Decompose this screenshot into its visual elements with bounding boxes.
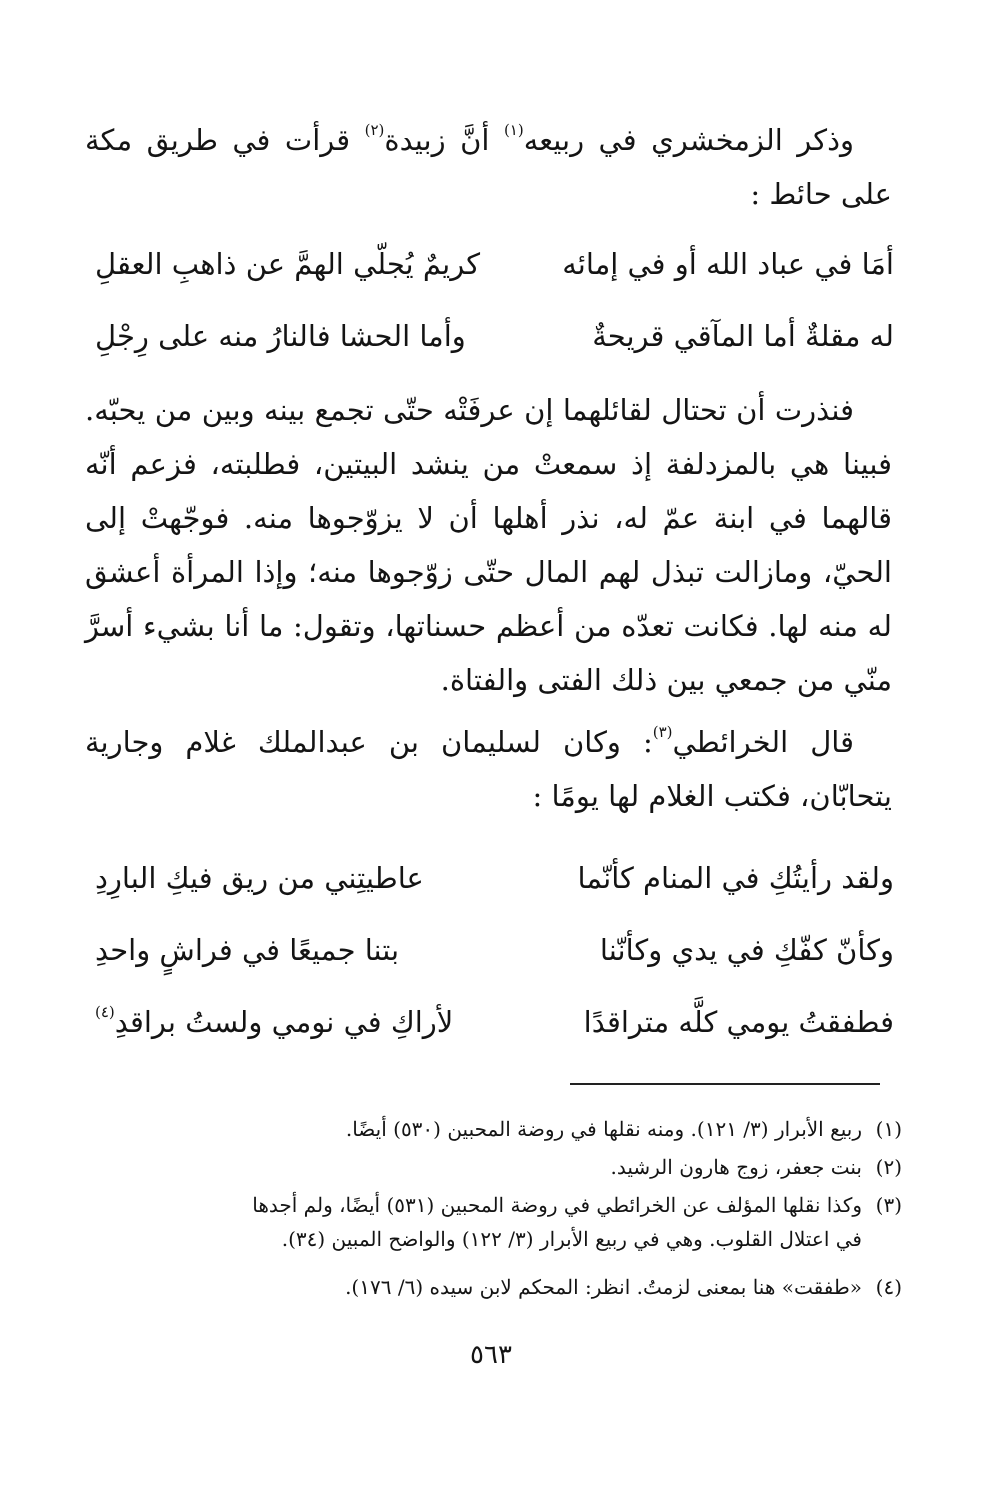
footnote-number: (٣): [875, 1193, 902, 1217]
page-number: ٥٦٣: [470, 1340, 512, 1370]
text: أنَّ زبيدة: [384, 123, 504, 157]
footnote-ref-1[interactable]: (١): [503, 121, 524, 139]
footnote-3: [80, 1188, 902, 1256]
paragraph-zamakhshari: [85, 113, 892, 221]
text: لأراكِ في نومي ولستُ براقدِ: [114, 1005, 454, 1039]
footnote-text-continued: في اعتلال القلوب. وهي في ربيع الأبرار (٣/ ١٢٢) والواضح المبين (٣٤).: [281, 1227, 862, 1251]
paragraph-story: فنذرت أن تحتال لقائلهما إن عرفَتْه حتّى تجمع بينه وبين من يحبّه. فبينا هي بالمزدلفة إذ سمعتْ من ينشد البيتين، فطلبته، فزعم أنّه قالهما في ابنة عمّ له، نذر أهلها أن لا يزوّجوها منه. فوجّهتْ إلى الحيّ، ومازالت تبذل لهم المال حتّى زوّجوها منه؛ وإذا المرأة أعشق له منه لها. فكانت تعدّه من أعظم حسناتها، وتقول: ما أنا بشيء أسرَّ منّي من جمعي بين ذلك الفتى والفتاة.: [85, 393, 892, 697]
verse-first-hemistich: له مقلةٌ أما المآقي قريحةٌ: [592, 319, 894, 353]
verse-line-1: [95, 238, 894, 290]
verse-first-hemistich: أمَا في عباد الله أو في إمائه: [562, 247, 894, 281]
footnote-1: [80, 1112, 902, 1146]
footnote-separator: [570, 1083, 880, 1085]
verse-second-hemistich: [95, 996, 453, 1048]
footnote-2: [80, 1150, 902, 1184]
footnote-text: «طفقت» هنا بمعنى لزمتُ. انظر: المحكم لابن سيده (٦/ ١٧٦).: [345, 1275, 862, 1299]
footnote-text: بنت جعفر، زوج هارون الرشيد.: [610, 1155, 862, 1179]
verse-first-hemistich: فطفقتُ يومي كلَّه متراقدًا: [583, 1005, 894, 1039]
footnote-4: [80, 1270, 902, 1304]
verse-second-hemistich: بتنا جميعًا في فراشٍ واحدِ: [95, 933, 400, 967]
verse-second-hemistich: وأما الحشا فالنارُ منه على رِجْلِ: [95, 319, 466, 353]
footnote-text: ربيع الأبرار (٣/ ١٢١). ومنه نقلها في روضة المحبين (٥٣٠) أيضًا.: [345, 1117, 862, 1141]
text: وذكر الزمخشري في ربيعه: [523, 123, 854, 157]
footnote-ref-3[interactable]: (٣): [652, 723, 673, 741]
footnote-number: (٤): [875, 1275, 902, 1299]
verse-line-4: [95, 924, 894, 976]
text: : وكان لسليمان بن عبدالملك غلام وجارية يتحابّان، فكتب الغلام لها يومًا :: [85, 725, 892, 813]
paragraph-kharaiti: [85, 715, 892, 823]
verse-second-hemistich: عاطيتِني من ريق فيكِ البارِدِ: [95, 861, 424, 895]
verse-second-hemistich: كريمٌ يُجلّي الهمَّ عن ذاهبِ العقلِ: [95, 247, 481, 281]
verse-first-hemistich: وكأنّ كفّكِ في يدي وكأنّنا: [599, 933, 894, 967]
text: قرأت في طريق مكة على حائط :: [85, 123, 892, 211]
footnote-ref-2[interactable]: (٢): [364, 121, 385, 139]
verse-first-hemistich: ولقد رأيتُكِ في المنام كأنّما: [577, 861, 894, 895]
footnote-number: (١): [875, 1117, 902, 1141]
footnote-number: (٢): [875, 1155, 902, 1179]
footnote-ref-4[interactable]: (٤): [95, 1003, 115, 1021]
verse-line-5: [95, 996, 894, 1048]
verse-line-3: [95, 852, 894, 904]
verse-line-2: [95, 310, 894, 362]
text: قال الخرائطي: [672, 725, 854, 759]
footnote-text: وكذا نقلها المؤلف عن الخرائطي في روضة المحبين (٥٣١) أيضًا، ولم أجدها: [252, 1193, 862, 1217]
